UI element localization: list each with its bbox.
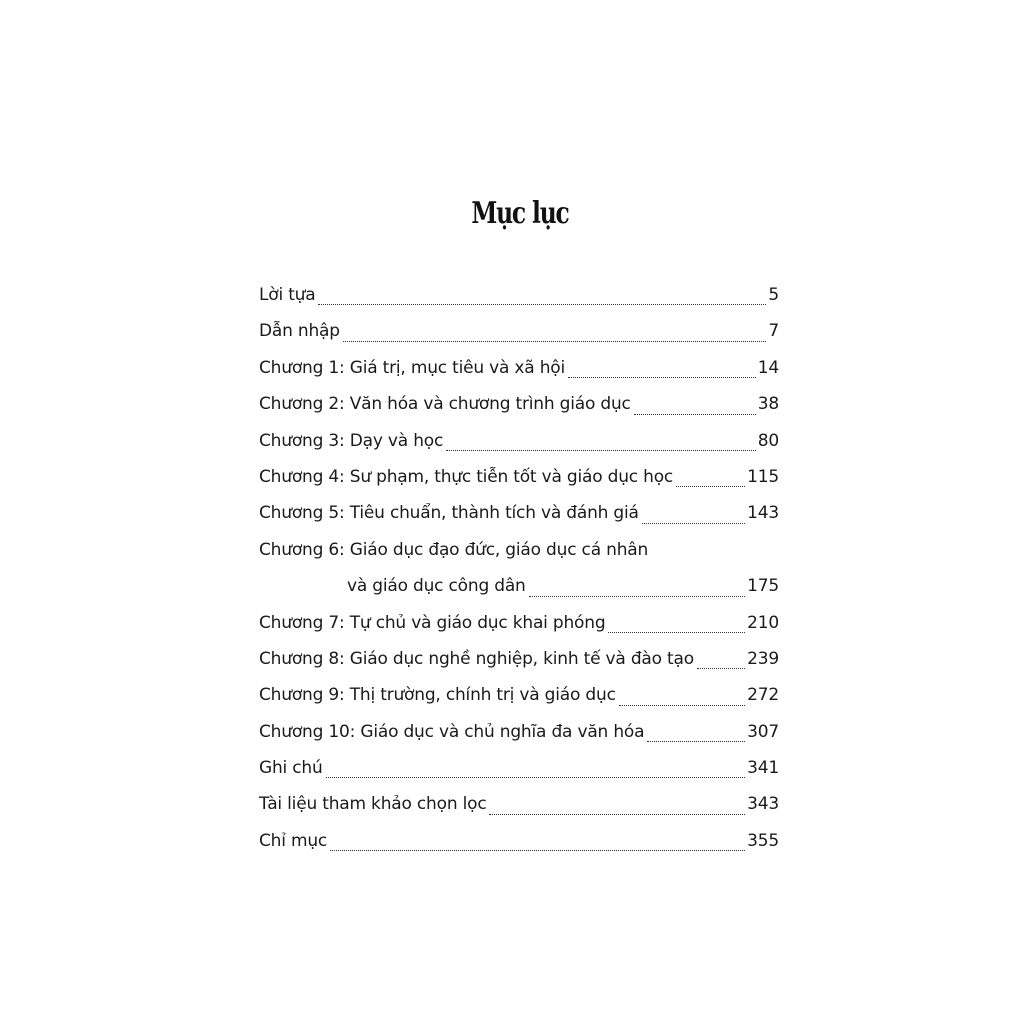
dot-leader [318,303,766,305]
toc-entry-page: 175 [747,576,779,597]
toc-entry-page: 239 [747,648,779,669]
toc-entry-label: Chương 6: Giáo dục đạo đức, giáo dục cá nhân [259,539,649,560]
toc-entry-label: Ghi chú [259,758,323,779]
toc-entry-label: Chương 3: Dạy và học [259,430,444,451]
toc-entry-label: Chương 4: Sư phạm, thực tiễn tốt và giáo dục học [259,466,674,487]
toc-entry-label: Chương 10: Giáo dục và chủ nghĩa đa văn hóa [259,721,645,742]
toc-entry-page: 143 [747,503,779,524]
toc-entry-label: Lời tựa [259,285,316,305]
dot-leader [489,813,745,815]
toc-entry [259,316,779,352]
dot-leader [343,340,767,342]
toc-entry-page: 7 [768,321,779,342]
dot-leader [608,631,745,633]
toc-entry-page: 115 [747,466,779,487]
toc-entry-label: Chương 1: Giá trị, mục tiêu và xã hội [259,357,566,378]
dot-leader [619,704,745,706]
toc-entry [259,717,779,753]
toc-entry-page: 5 [768,285,779,305]
toc-entry [259,353,779,389]
toc-entry-page: 14 [757,357,779,378]
dot-leader [647,740,745,742]
toc-entry [259,680,779,716]
toc-entry-label: Chương 9: Thị trường, chính trị và giáo dục [259,685,616,706]
toc-entry-label: và giáo dục công dân [347,576,526,597]
toc-entry [259,389,779,425]
dot-leader [642,522,745,524]
toc-entry [259,535,779,571]
toc-entry-label: Chương 8: Giáo dục nghề nghiệp, kinh tế và đào tạo [259,648,694,669]
dot-leader [330,849,745,851]
toc-entry-label: Chương 5: Tiêu chuẩn, thành tích và đánh giá [259,503,639,524]
toc-entry-label: Chương 2: Văn hóa và chương trình giáo dục [259,394,631,415]
toc-entry [259,498,779,534]
toc-entry [259,280,779,316]
toc-entry [259,644,779,680]
toc-entry [259,753,779,789]
dot-leader [676,485,745,487]
toc-entry-page: 80 [757,430,779,451]
table-of-contents [259,280,779,862]
toc-entry [259,608,779,644]
toc-entry [259,426,779,462]
toc-entry-label: Dẫn nhập [259,321,340,342]
dot-leader [326,776,746,778]
dot-leader [568,376,756,378]
toc-entry-label: Chỉ mục [259,830,328,851]
toc-entry-continuation [259,571,779,607]
toc-entry-page: 210 [747,612,779,633]
toc-entry-page: 272 [747,685,779,706]
toc-entry-page: 355 [747,830,779,851]
dot-leader [529,595,746,597]
toc-entry [259,826,779,862]
toc-entry-page: 38 [757,394,779,415]
toc-entry-page: 343 [747,794,779,815]
dot-leader [446,449,756,451]
toc-entry [259,462,779,498]
dot-leader [697,667,745,669]
toc-entry [259,789,779,825]
toc-entry-label: Tài liệu tham khảo chọn lọc [259,794,487,815]
toc-entry-page: 341 [747,758,779,779]
toc-entry-label: Chương 7: Tự chủ và giáo dục khai phóng [259,612,606,633]
toc-entry-page: 307 [747,721,779,742]
page-title: Mục lục [471,196,569,231]
dot-leader [634,413,756,415]
